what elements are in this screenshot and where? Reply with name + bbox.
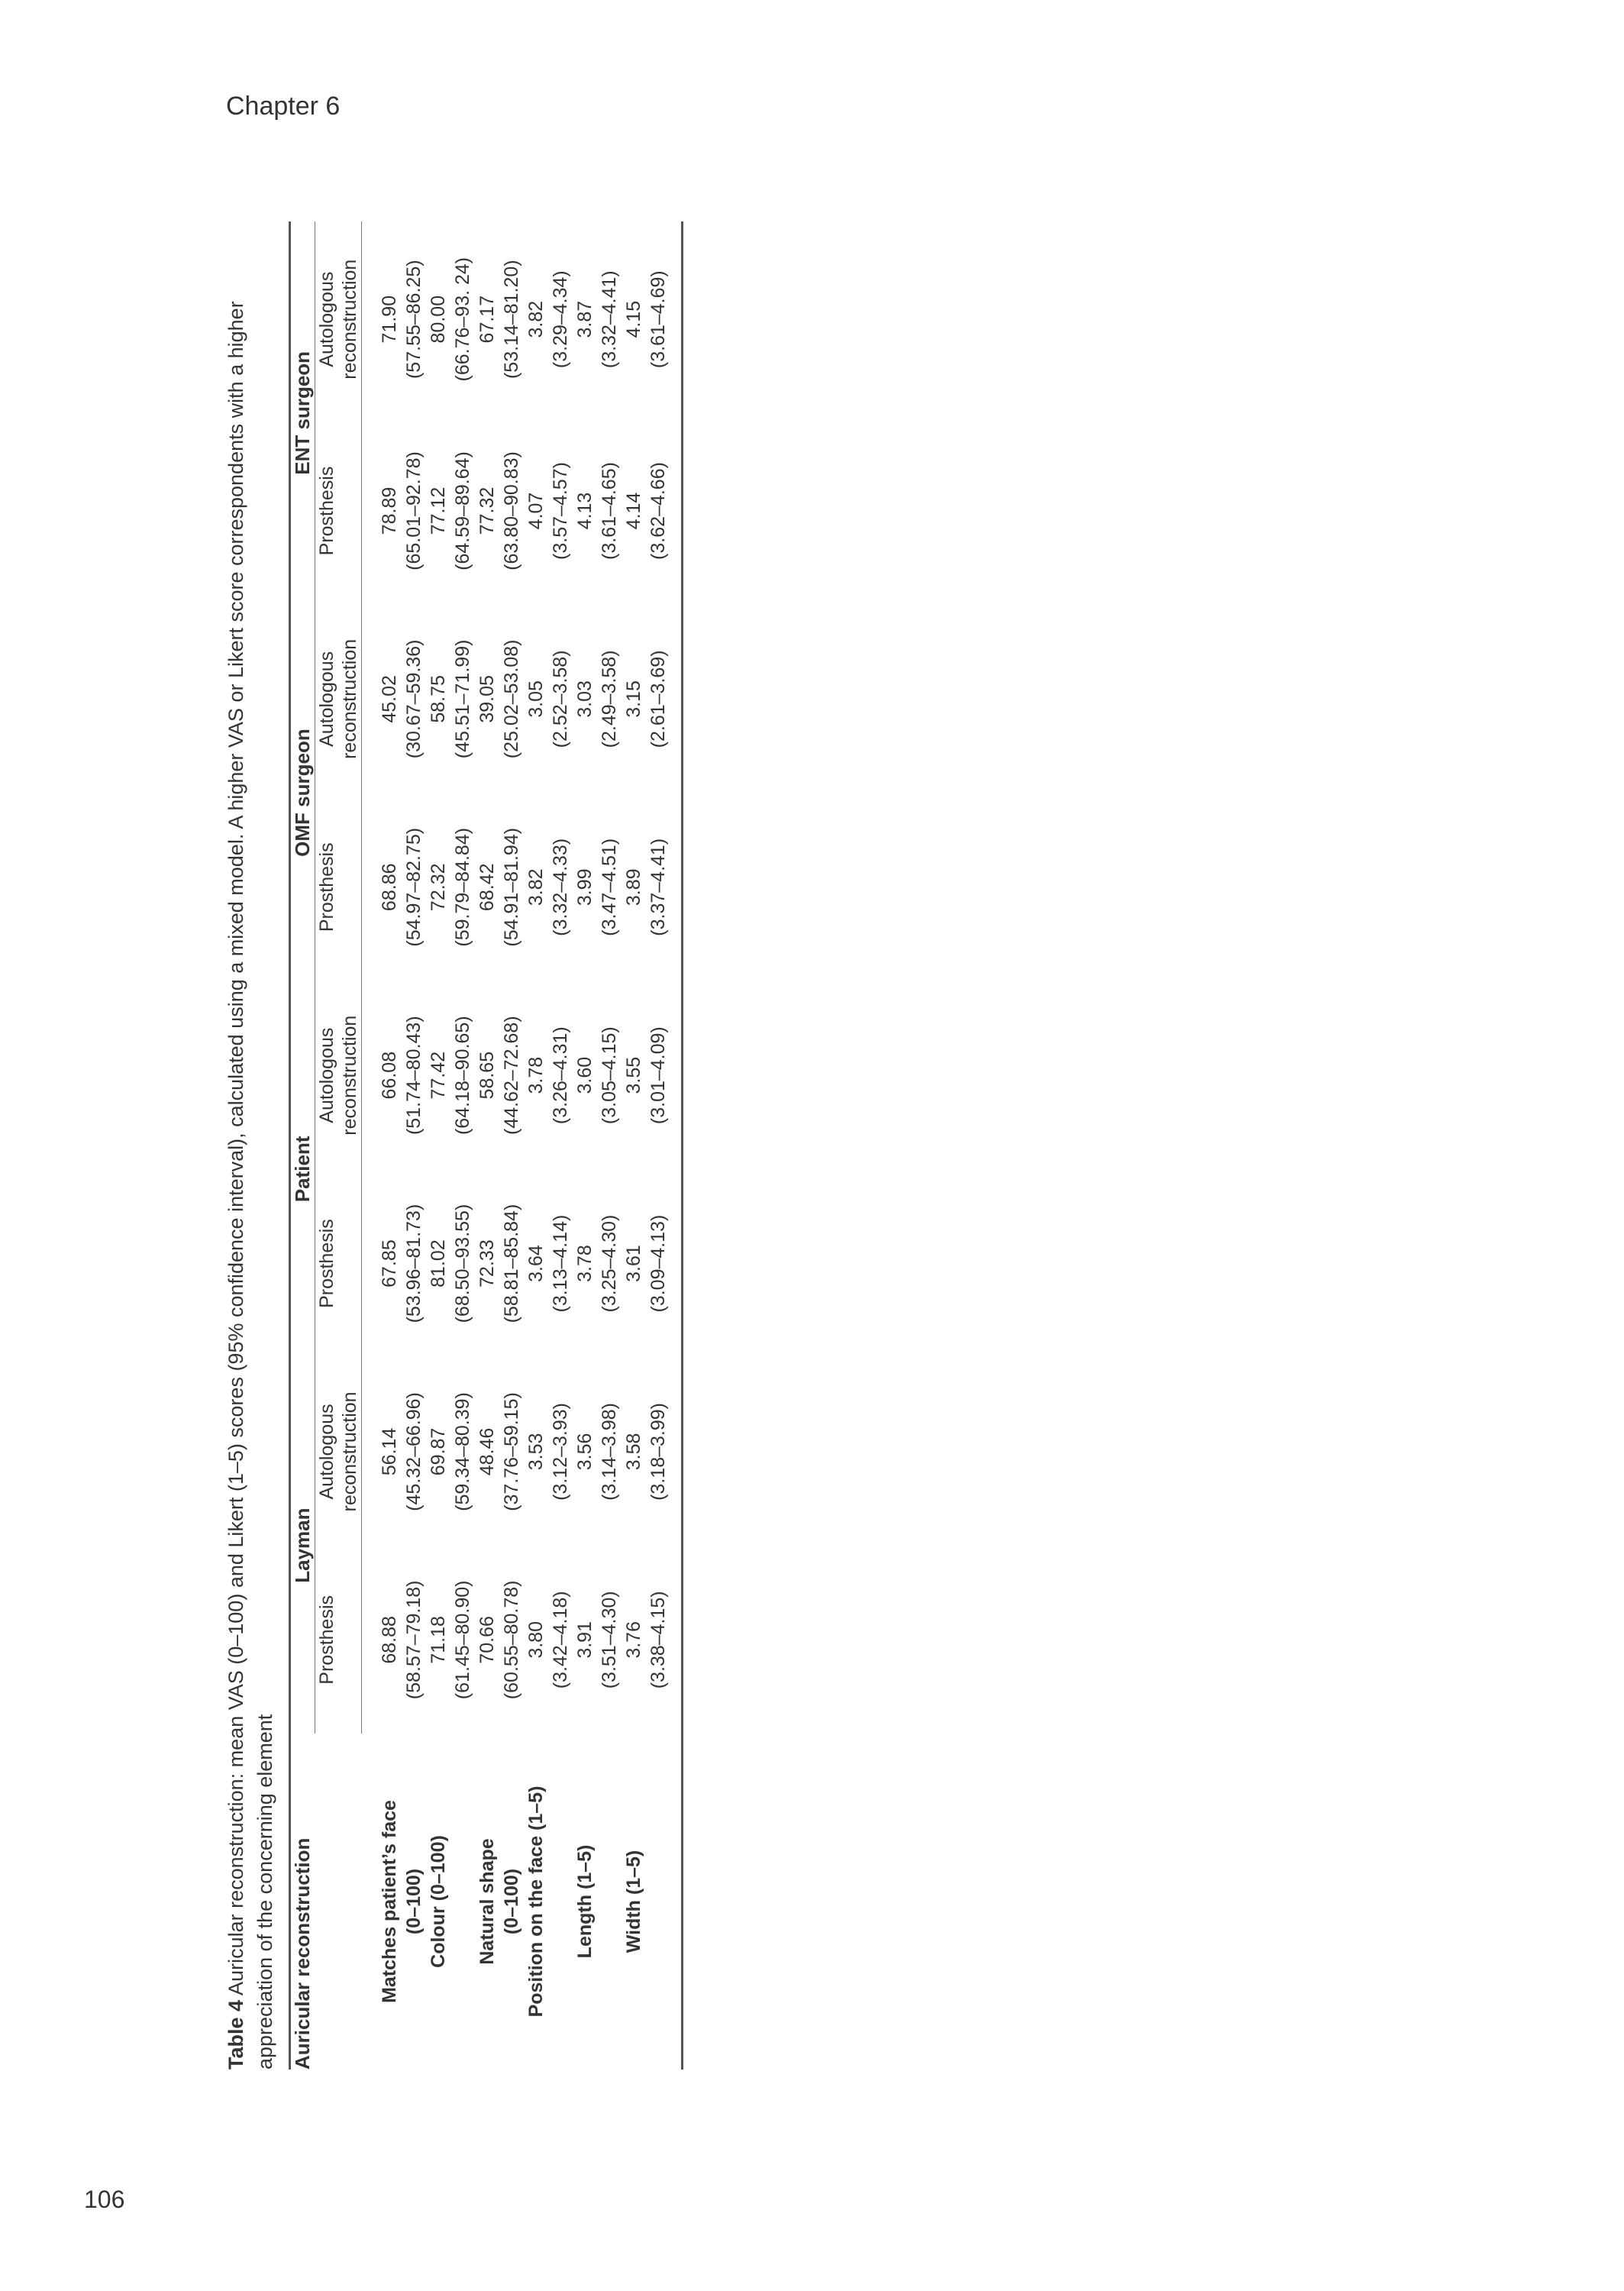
subheader-prosthesis: Prosthesis — [315, 1546, 362, 1734]
group-header-omf-surgeon: OMF surgeon — [290, 605, 315, 981]
cell-mean: 3.82 — [525, 868, 547, 906]
cell-mean: 66.08 — [379, 1051, 400, 1100]
row-label — [475, 1734, 524, 2070]
table-cell — [622, 605, 683, 793]
cell-mean: 3.78 — [574, 1245, 596, 1282]
subheader-autologous — [315, 1357, 362, 1546]
cell-confidence-interval: (54.91–81.94) — [501, 827, 522, 947]
table-cell — [362, 793, 427, 981]
table-cell — [524, 981, 573, 1169]
table-cell — [362, 981, 427, 1169]
subheader-autologous-line1: Autologous — [316, 1027, 337, 1123]
cell-confidence-interval: (53.14–81.20) — [501, 260, 522, 380]
table-cell — [362, 605, 427, 793]
cell-mean: 3.82 — [525, 300, 547, 338]
table-cell — [622, 417, 683, 604]
cell-mean: 3.89 — [623, 868, 644, 906]
table-row — [524, 221, 573, 2070]
table-cell — [622, 1546, 683, 1734]
cell-mean: 3.60 — [574, 1056, 596, 1094]
cell-mean: 4.14 — [623, 492, 644, 530]
cell-mean: 78.89 — [379, 486, 400, 535]
table-cell — [362, 1170, 427, 1357]
table-cell — [524, 1170, 573, 1357]
cell-confidence-interval: (64.59–89.64) — [452, 451, 473, 570]
table-cell — [622, 793, 683, 981]
cell-confidence-interval: (2.49–3.58) — [599, 650, 620, 748]
cell-confidence-interval: (64.18–90.65) — [452, 1016, 473, 1136]
row-label — [362, 1734, 427, 2070]
table-cell — [426, 793, 475, 981]
cell-mean: 39.05 — [476, 675, 498, 723]
table-cell — [524, 793, 573, 981]
cell-mean: 72.32 — [428, 863, 449, 912]
cell-mean: 71.90 — [379, 295, 400, 344]
table-row — [426, 221, 475, 2070]
row-label — [622, 1734, 683, 2070]
cell-confidence-interval: (60.55–80.78) — [501, 1580, 522, 1700]
table-cell — [524, 605, 573, 793]
cell-mean: 3.87 — [574, 300, 596, 338]
cell-confidence-interval: (45.51–71.99) — [452, 639, 473, 759]
group-header-patient: Patient — [290, 981, 315, 1357]
table-group-header-row — [290, 221, 315, 2070]
cell-confidence-interval: (30.67–59.36) — [403, 639, 425, 759]
table-rotated-container — [221, 221, 893, 2070]
cell-confidence-interval: (44.62–72.68) — [501, 1016, 522, 1136]
subheader-autologous-line1: Autologous — [316, 651, 337, 747]
cell-mean: 3.76 — [623, 1621, 644, 1659]
cell-mean: 3.78 — [525, 1056, 547, 1094]
row-label-line1: Colour (0–100) — [428, 1835, 449, 1968]
cell-confidence-interval: (3.32–4.33) — [550, 838, 571, 936]
cell-confidence-interval: (3.01–4.09) — [647, 1026, 669, 1125]
table-cell — [475, 605, 524, 793]
cell-mean: 45.02 — [379, 675, 400, 723]
cell-confidence-interval: (3.13–4.14) — [550, 1214, 571, 1313]
cell-mean: 68.42 — [476, 863, 498, 912]
table-cell — [475, 1546, 524, 1734]
cell-confidence-interval: (57.55–86.25) — [403, 260, 425, 380]
cell-confidence-interval: (61.45–80.90) — [452, 1580, 473, 1700]
row-label-line1: Position on the face (1–5) — [525, 1785, 547, 2018]
cell-confidence-interval: (45.32–66.96) — [403, 1392, 425, 1511]
cell-confidence-interval: (53.96–81.73) — [403, 1204, 425, 1323]
cell-mean: 3.53 — [525, 1433, 547, 1471]
subheader-prosthesis: Prosthesis — [315, 1170, 362, 1357]
table-caption-label: Table 4 — [224, 1999, 247, 2070]
cell-mean: 3.91 — [574, 1621, 596, 1659]
row-label-line1: Length (1–5) — [574, 1844, 596, 1959]
cell-mean: 69.87 — [428, 1427, 449, 1476]
cell-confidence-interval: (59.79–84.84) — [452, 827, 473, 947]
row-label-line1: Width (1–5) — [623, 1850, 644, 1953]
cell-mean: 81.02 — [428, 1239, 449, 1288]
table-cell — [362, 1357, 427, 1546]
table-row — [475, 221, 524, 2070]
cell-confidence-interval: (3.47–4.51) — [599, 838, 620, 936]
cell-mean: 3.05 — [525, 680, 547, 718]
running-head: Chapter 6 — [226, 92, 341, 121]
cell-mean: 3.58 — [623, 1433, 644, 1471]
table-row — [622, 221, 683, 2070]
cell-confidence-interval: (3.61–4.69) — [647, 270, 669, 369]
row-label-line1: Natural shape — [476, 1838, 498, 1965]
table-block — [221, 221, 893, 2070]
cell-mean: 3.03 — [574, 680, 596, 718]
cell-confidence-interval: (51.74–80.43) — [403, 1016, 425, 1136]
cell-confidence-interval: (3.09–4.13) — [647, 1214, 669, 1313]
cell-mean: 3.80 — [525, 1621, 547, 1659]
table-cell — [475, 1170, 524, 1357]
page-number: 106 — [84, 2186, 125, 2213]
cell-confidence-interval: (3.42–4.18) — [550, 1591, 571, 1689]
cell-confidence-interval: (3.18–3.99) — [647, 1403, 669, 1501]
cell-mean: 70.66 — [476, 1616, 498, 1664]
group-header-ent-surgeon: ENT surgeon — [290, 221, 315, 605]
cell-confidence-interval: (2.61–3.69) — [647, 650, 669, 748]
cell-mean: 77.32 — [476, 486, 498, 535]
cell-confidence-interval: (37.76–59.15) — [501, 1392, 522, 1511]
cell-confidence-interval: (54.97–82.75) — [403, 827, 425, 947]
row-label-line2: (0–100) — [402, 1868, 425, 1935]
cell-confidence-interval: (3.14–3.98) — [599, 1403, 620, 1501]
table-cell — [524, 221, 573, 417]
cell-confidence-interval: (3.61–4.65) — [599, 462, 620, 560]
subheader-autologous-line1: Autologous — [316, 1404, 337, 1500]
table-cell — [622, 221, 683, 417]
cell-confidence-interval: (25.02–53.08) — [501, 639, 522, 759]
cell-confidence-interval: (3.37–4.41) — [647, 838, 669, 936]
cell-mean: 77.42 — [428, 1051, 449, 1100]
row-label — [426, 1734, 475, 2070]
row-label — [524, 1734, 573, 2070]
subheader-autologous-line2: reconstruction — [339, 638, 360, 759]
cell-confidence-interval: (3.25–4.30) — [599, 1214, 620, 1313]
table-cell — [524, 417, 573, 604]
cell-confidence-interval: (2.52–3.58) — [550, 650, 571, 748]
subheader-prosthesis: Prosthesis — [315, 793, 362, 981]
cell-confidence-interval: (3.05–4.15) — [599, 1026, 620, 1125]
table-cell — [475, 221, 524, 417]
cell-confidence-interval: (3.26–4.31) — [550, 1026, 571, 1125]
cell-mean: 4.13 — [574, 492, 596, 530]
row-label-line1: Matches patient’s face — [378, 1800, 400, 2003]
cell-mean: 80.00 — [428, 295, 449, 344]
table-cell — [573, 793, 622, 981]
table-cell — [573, 981, 622, 1169]
cell-confidence-interval: (68.50–93.55) — [452, 1204, 473, 1323]
table-cell — [475, 981, 524, 1169]
table-cell — [426, 1546, 475, 1734]
cell-mean: 3.15 — [623, 680, 644, 718]
table-cell — [622, 1170, 683, 1357]
cell-mean: 68.86 — [379, 863, 400, 912]
table-body — [362, 221, 683, 2070]
cell-mean: 58.65 — [476, 1051, 498, 1100]
table-cell — [475, 793, 524, 981]
group-header-layman: Layman — [290, 1357, 315, 1734]
cell-confidence-interval: (3.51–4.30) — [599, 1591, 620, 1689]
table-caption-text: Auricular reconstruction: mean VAS (0–100) and Likert (1–5) scores (95% confidence interval), calculated using a mixed model. A higher VAS or Likert score correspondents with a higher appreciation of the concerning element — [224, 301, 276, 2070]
subheader-prosthesis: Prosthesis — [315, 417, 362, 604]
results-table — [289, 221, 683, 2070]
cell-mean: 68.88 — [379, 1616, 400, 1664]
table-cell — [426, 981, 475, 1169]
cell-mean: 67.17 — [476, 295, 498, 344]
row-label — [573, 1734, 622, 2070]
cell-mean: 3.55 — [623, 1056, 644, 1094]
cell-mean: 3.64 — [525, 1245, 547, 1282]
cell-mean: 58.75 — [428, 675, 449, 723]
subheader-autologous-line1: Autologous — [316, 271, 337, 367]
table-caption — [221, 221, 279, 2070]
cell-mean: 3.61 — [623, 1245, 644, 1282]
table-cell — [426, 221, 475, 417]
cell-mean: 77.12 — [428, 486, 449, 535]
cell-mean: 3.56 — [574, 1433, 596, 1471]
cell-mean: 71.18 — [428, 1616, 449, 1664]
table-cell — [426, 1357, 475, 1546]
cell-mean: 4.15 — [623, 300, 644, 338]
cell-confidence-interval: (58.57–79.18) — [403, 1580, 425, 1700]
cell-confidence-interval: (63.80–90.83) — [501, 451, 522, 570]
cell-confidence-interval: (58.81–85.84) — [501, 1204, 522, 1323]
table-row — [573, 221, 622, 2070]
cell-mean: 3.99 — [574, 868, 596, 906]
cell-mean: 56.14 — [379, 1427, 400, 1476]
table-cell — [475, 417, 524, 604]
cell-confidence-interval: (3.29–4.34) — [550, 270, 571, 369]
cell-confidence-interval: (3.12–3.93) — [550, 1403, 571, 1501]
table-cell — [622, 1357, 683, 1546]
subheader-autologous — [315, 981, 362, 1169]
cell-confidence-interval: (59.34–80.39) — [452, 1392, 473, 1511]
subheader-autologous-line2: reconstruction — [339, 1391, 360, 1512]
table-cell — [362, 417, 427, 604]
table-cell — [573, 221, 622, 417]
cell-mean: 67.85 — [379, 1239, 400, 1288]
cell-mean: 4.07 — [525, 492, 547, 530]
table-cell — [426, 605, 475, 793]
cell-confidence-interval: (3.38–4.15) — [647, 1591, 669, 1689]
table-row — [362, 221, 427, 2070]
table-cell — [573, 1170, 622, 1357]
table-cell — [524, 1357, 573, 1546]
table-cell — [622, 981, 683, 1169]
table-cell — [573, 605, 622, 793]
subheader-autologous — [315, 605, 362, 793]
subheader-autologous-line2: reconstruction — [339, 259, 360, 380]
table-cell — [524, 1546, 573, 1734]
subheader-autologous — [315, 221, 362, 417]
cell-confidence-interval: (3.57–4.57) — [550, 462, 571, 560]
table-cell — [573, 417, 622, 604]
table-cell — [426, 417, 475, 604]
cell-confidence-interval: (65.01–92.78) — [403, 451, 425, 570]
row-label-line2: (0–100) — [501, 1868, 522, 1935]
cell-mean: 72.33 — [476, 1239, 498, 1288]
cell-confidence-interval: (66.76–93. 24) — [452, 257, 473, 382]
table-cell — [362, 1546, 427, 1734]
table-cell — [426, 1170, 475, 1357]
cell-confidence-interval: (3.32–4.41) — [599, 270, 620, 369]
table-cell — [573, 1546, 622, 1734]
table-cell — [362, 221, 427, 417]
cell-mean: 48.46 — [476, 1427, 498, 1476]
subheader-autologous-line2: reconstruction — [339, 1015, 360, 1136]
table-cell — [573, 1357, 622, 1546]
corner-header: Auricular reconstruction — [291, 1837, 314, 2070]
table-cell — [475, 1357, 524, 1546]
cell-confidence-interval: (3.62–4.66) — [647, 462, 669, 560]
